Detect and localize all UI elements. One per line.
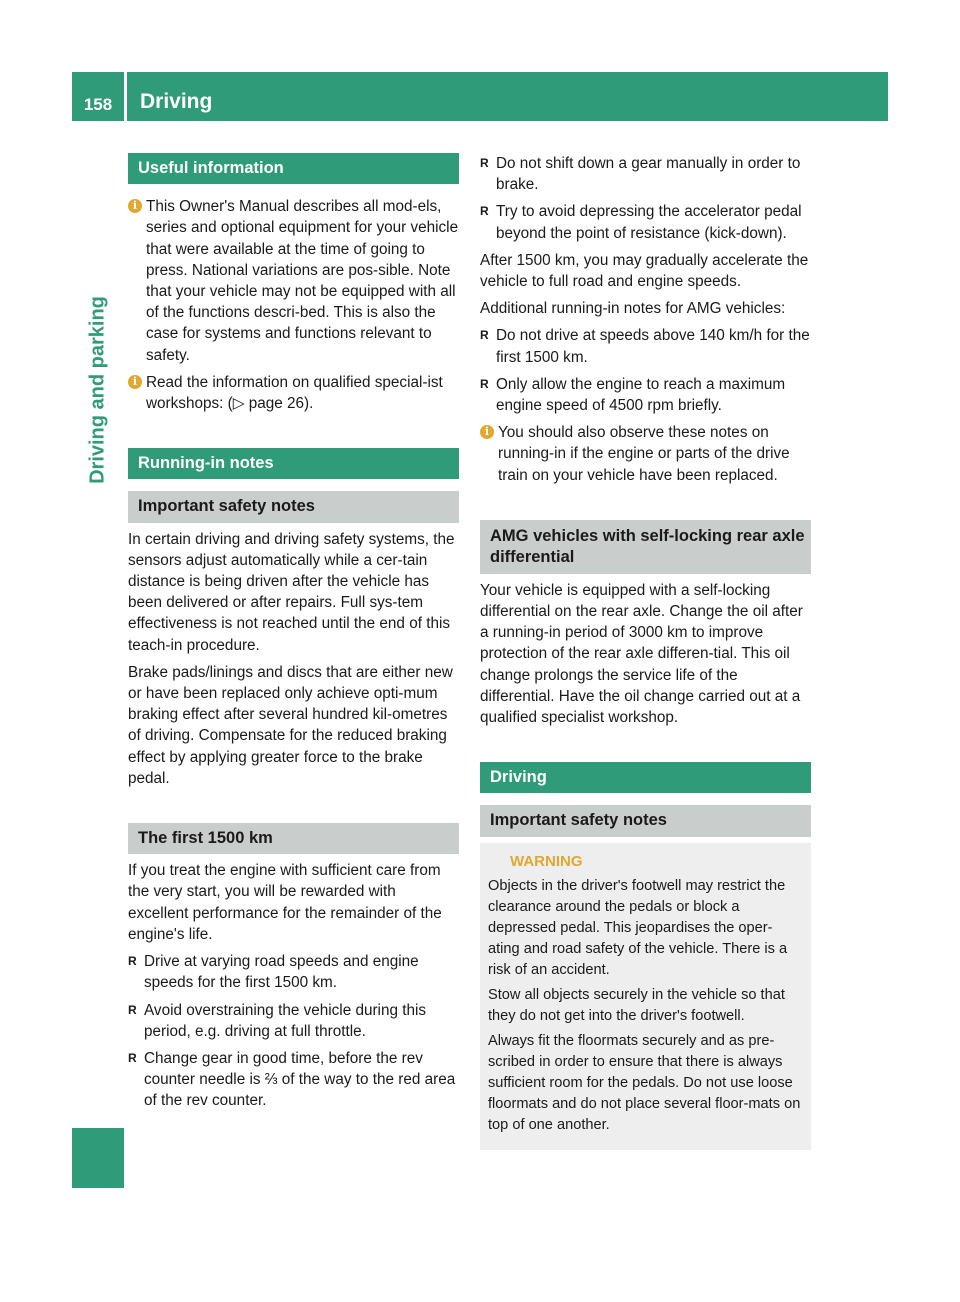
subheading-important-safety-notes: Important safety notes (128, 491, 459, 522)
info-note (128, 372, 459, 414)
bullet-icon: R (480, 376, 489, 391)
info-icon: i (128, 375, 142, 389)
paragraph: After 1500 km, you may gradually accelerate the vehicle to full road and engine speeds. (480, 251, 809, 291)
subheading-first-1500-km: The first 1500 km (128, 823, 459, 854)
list-item: R Change gear in good time, before the rev counter needle is ⅔ of the way to the red area of the rev counter. (128, 1049, 456, 1110)
warning-title: WARNING (488, 851, 803, 872)
side-tab-label: Driving and parking (86, 296, 109, 484)
bullet-icon: R (480, 156, 489, 170)
warning-text: Objects in the driver's footwell may restrict the clearance around the pedals or block a depressed pedal. This jeopardises the oper-ating and road safety of the vehicle. There is a risk of an accident. (488, 877, 788, 978)
list-item: R Try to avoid depressing the accelerator pedal beyond the point of resistance (kick-down). (480, 203, 802, 242)
header-divider (124, 72, 127, 121)
list-item: R Avoid overstraining the vehicle during this period, e.g. driving at full throttle. (128, 1001, 427, 1040)
bullet-icon: R (480, 328, 489, 343)
info-note (480, 422, 811, 486)
paragraph: Your vehicle is equipped with a self-locking differential on the rear axle. Change the oil after a running-in period of 3000 km to improve protection of the rear axle differen-tial. This oil change prolongs the service life of the differential. Have the oil change carried out at a qualified specialist workshop. (480, 581, 803, 727)
subheading-amg-differential: AMG vehicles with self-locking rear axle differential (480, 520, 811, 574)
paragraph: If you treat the engine with sufficient care from the very start, you will be rewarded with excellent performance for the remainder of the engine's life. (128, 862, 442, 943)
bullet-icon: R (480, 204, 489, 219)
bullet-icon: R (128, 954, 137, 969)
info-icon: i (128, 199, 142, 213)
bullet-icon: R (128, 1050, 137, 1065)
section-heading-useful-information: Useful information (128, 153, 459, 184)
list-item: R Only allow the engine to reach a maximum engine speed of 4500 rpm briefly. (480, 375, 786, 415)
page-number: 158 (83, 95, 113, 114)
page-title: Driving (140, 90, 213, 113)
left-column (128, 153, 459, 1118)
section-heading-driving: Driving (480, 762, 811, 793)
side-tab-marker (72, 1128, 124, 1188)
info-note (128, 196, 459, 366)
info-icon: i (480, 425, 494, 439)
paragraph: Brake pads/linings and discs that are either new or have been replaced only achieve opti-mum braking effect after several hundred kil-ometres of driving. Compensate for the reduced braking effect by applying greater force to the brake pedal. (128, 663, 453, 787)
list-item: R Do not shift down a gear manually in order to brake. (480, 155, 801, 194)
section-heading-running-in-notes: Running-in notes (128, 448, 459, 479)
paragraph: Additional running-in notes for AMG vehicles: (480, 300, 786, 318)
info-text: This Owner's Manual describes all mod-els, series and optional equipment for your vehicle that were available at the time of going to press. National variations are pos-sible. Note that your vehicle may not be equipped with all of the functions descri-bed. This is also the case for systems and functions relevant to safety. (146, 198, 459, 364)
paragraph: In certain driving and driving safety systems, the sensors adjust automatically while a cer-tain distance is being driven after the vehicle has been delivered or after repairs. Full sys-tem effectiveness is not reached until the end of this teach-in procedure. (128, 530, 455, 654)
list-item: R Do not drive at speeds above 140 km/h for the first 1500 km. (480, 327, 810, 366)
warning-text: Always fit the floormats securely and as pre-scribed in order to ensure that there is always sufficient room for the pedals. Do not use loose floormats and do not place several floor-mats on top of one another. (488, 1032, 801, 1133)
warning-box (480, 843, 811, 1150)
right-column (480, 153, 811, 1150)
warning-text: Stow all objects securely in the vehicle so that they do not get into the driver's footwell. (488, 986, 785, 1024)
list-item: R Drive at varying road speeds and engine speeds for the first 1500 km. (128, 953, 419, 992)
info-text-link[interactable]: Read the information on qualified special-ist workshops: (▷ page 26). (146, 373, 443, 413)
subheading-important-safety-notes: Important safety notes (480, 805, 811, 836)
info-text: You should also observe these notes on running-in if the engine or parts of the drive train on your vehicle have been replaced. (498, 424, 790, 484)
bullet-icon: R (128, 1002, 137, 1017)
